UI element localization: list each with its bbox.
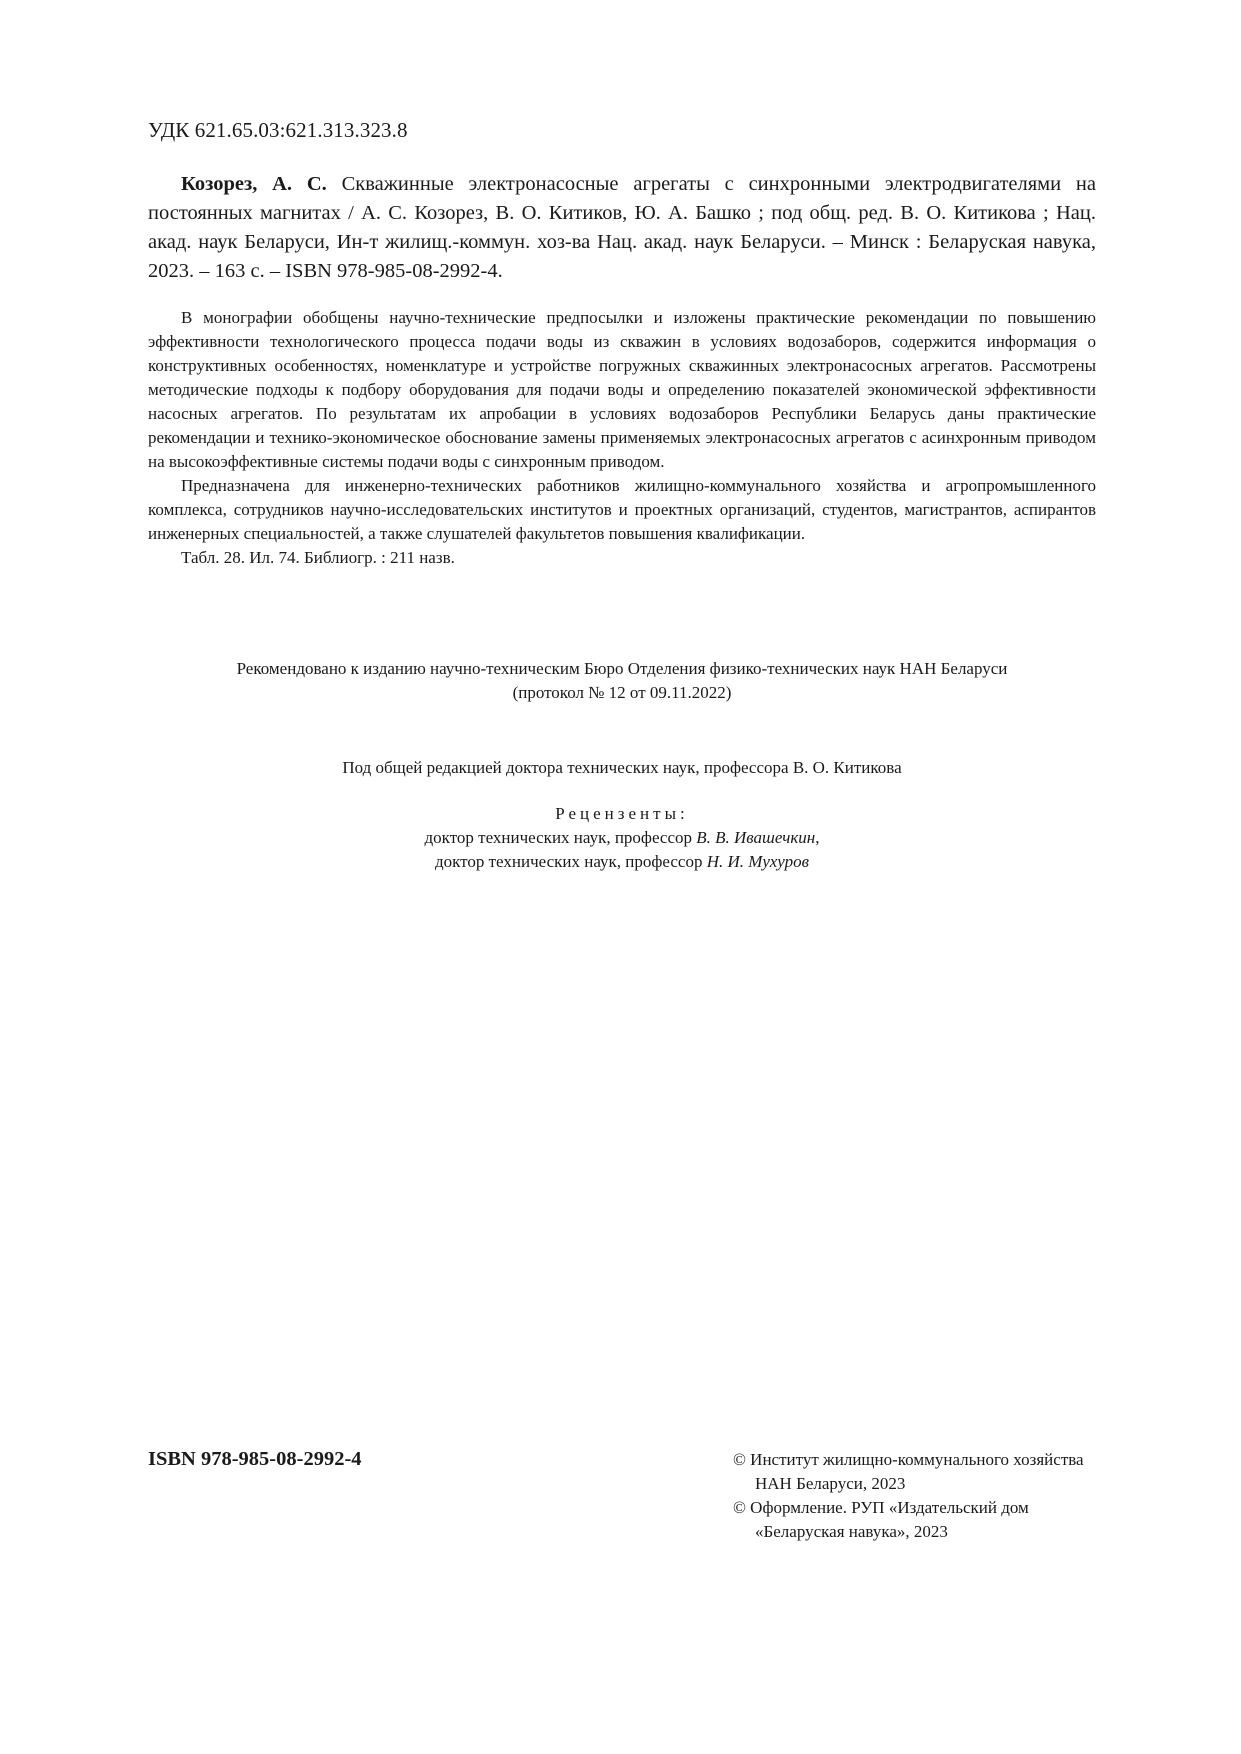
reviewer-name: В. В. Ивашечкин bbox=[696, 828, 816, 847]
reviewer-entry bbox=[148, 850, 1096, 874]
udk-code: УДК 621.65.03:621.313.323.8 bbox=[148, 118, 408, 142]
recommendation-note bbox=[148, 657, 1096, 705]
reviewers-heading: Рецензенты: bbox=[555, 804, 689, 823]
reviewer-suffix: , bbox=[815, 828, 820, 847]
copyright-entry: © Оформление. РУП «Издательский дом «Беларуская навука», 2023 bbox=[733, 1498, 1029, 1541]
abstract-stats: Табл. 28. Ил. 74. Библиогр. : 211 назв. bbox=[181, 548, 455, 567]
general-editor: Под общей редакцией доктора технических наук, профессора В. О. Китикова bbox=[342, 758, 902, 777]
abstract bbox=[148, 306, 1096, 570]
abstract-paragraph: Предназначена для инженерно-технических работников жилищно-коммунального хозяйства и агропромышленного комплекса, сотрудников научно-исследовательских институтов и проектных организаций, студентов, магистрантов, аспирантов инженерных специальностей, а также слушателей факультетов повышения квалификации. bbox=[148, 476, 1096, 543]
protocol-line: (протокол № 12 от 09.11.2022) bbox=[512, 683, 732, 702]
reviewers-block bbox=[148, 802, 1096, 874]
bibliographic-text: Скважинные электронасосные агрегаты с синхронными электродвигателями на постоянных магнитах / А. С. Козорез, В. О. Китиков, Ю. А. Башко ; под общ. ред. В. О. Китикова ; Нац. акад. наук Беларуси, Ин-т жилищ.-коммун. хоз-ва Нац. акад. наук Беларуси. – Минск : Беларуская навука, 2023. – 163 с. – ISBN 978-985-08-2992-4. bbox=[148, 173, 1096, 282]
isbn: ISBN 978-985-08-2992-4 bbox=[148, 1448, 362, 1470]
bibliographic-description bbox=[148, 170, 1096, 286]
reviewer-entry bbox=[148, 826, 1096, 850]
copyright-block bbox=[733, 1448, 1113, 1544]
reviewer-name: Н. И. Мухуров bbox=[706, 852, 809, 871]
recommendation-line: Рекомендовано к изданию научно-техническим Бюро Отделения физико-технических наук НАН Беларуси bbox=[236, 659, 1008, 678]
reviewer-title: доктор технических наук, профессор bbox=[424, 828, 697, 847]
copyright-entry: © Институт жилищно-коммунального хозяйства НАН Беларуси, 2023 bbox=[733, 1450, 1084, 1493]
author-name: Козорез, А. С. bbox=[181, 173, 327, 195]
reviewer-title: доктор технических наук, профессор bbox=[434, 852, 707, 871]
abstract-paragraph: В монографии обобщены научно-технические предпосылки и изложены практические рекомендации по повышению эффективности технологического процесса подачи воды из скважин в условиях водозаборов, содержится информация о конструктивных особенностях, номенклатуре и устройстве погружных скважинных электронасосных агрегатов. Рассмотрены методические подходы к подбору оборудования для подачи воды и определению показателей экономической эффективности насосных агрегатов. По результатам их апробации в условиях водозаборов Республики Беларусь даны практические рекомендации и технико-экономическое обоснование замены применяемых электронасосных агрегатов с асинхронным приводом на высокоэффективные системы подачи воды с синхронным приводом. bbox=[148, 308, 1096, 471]
